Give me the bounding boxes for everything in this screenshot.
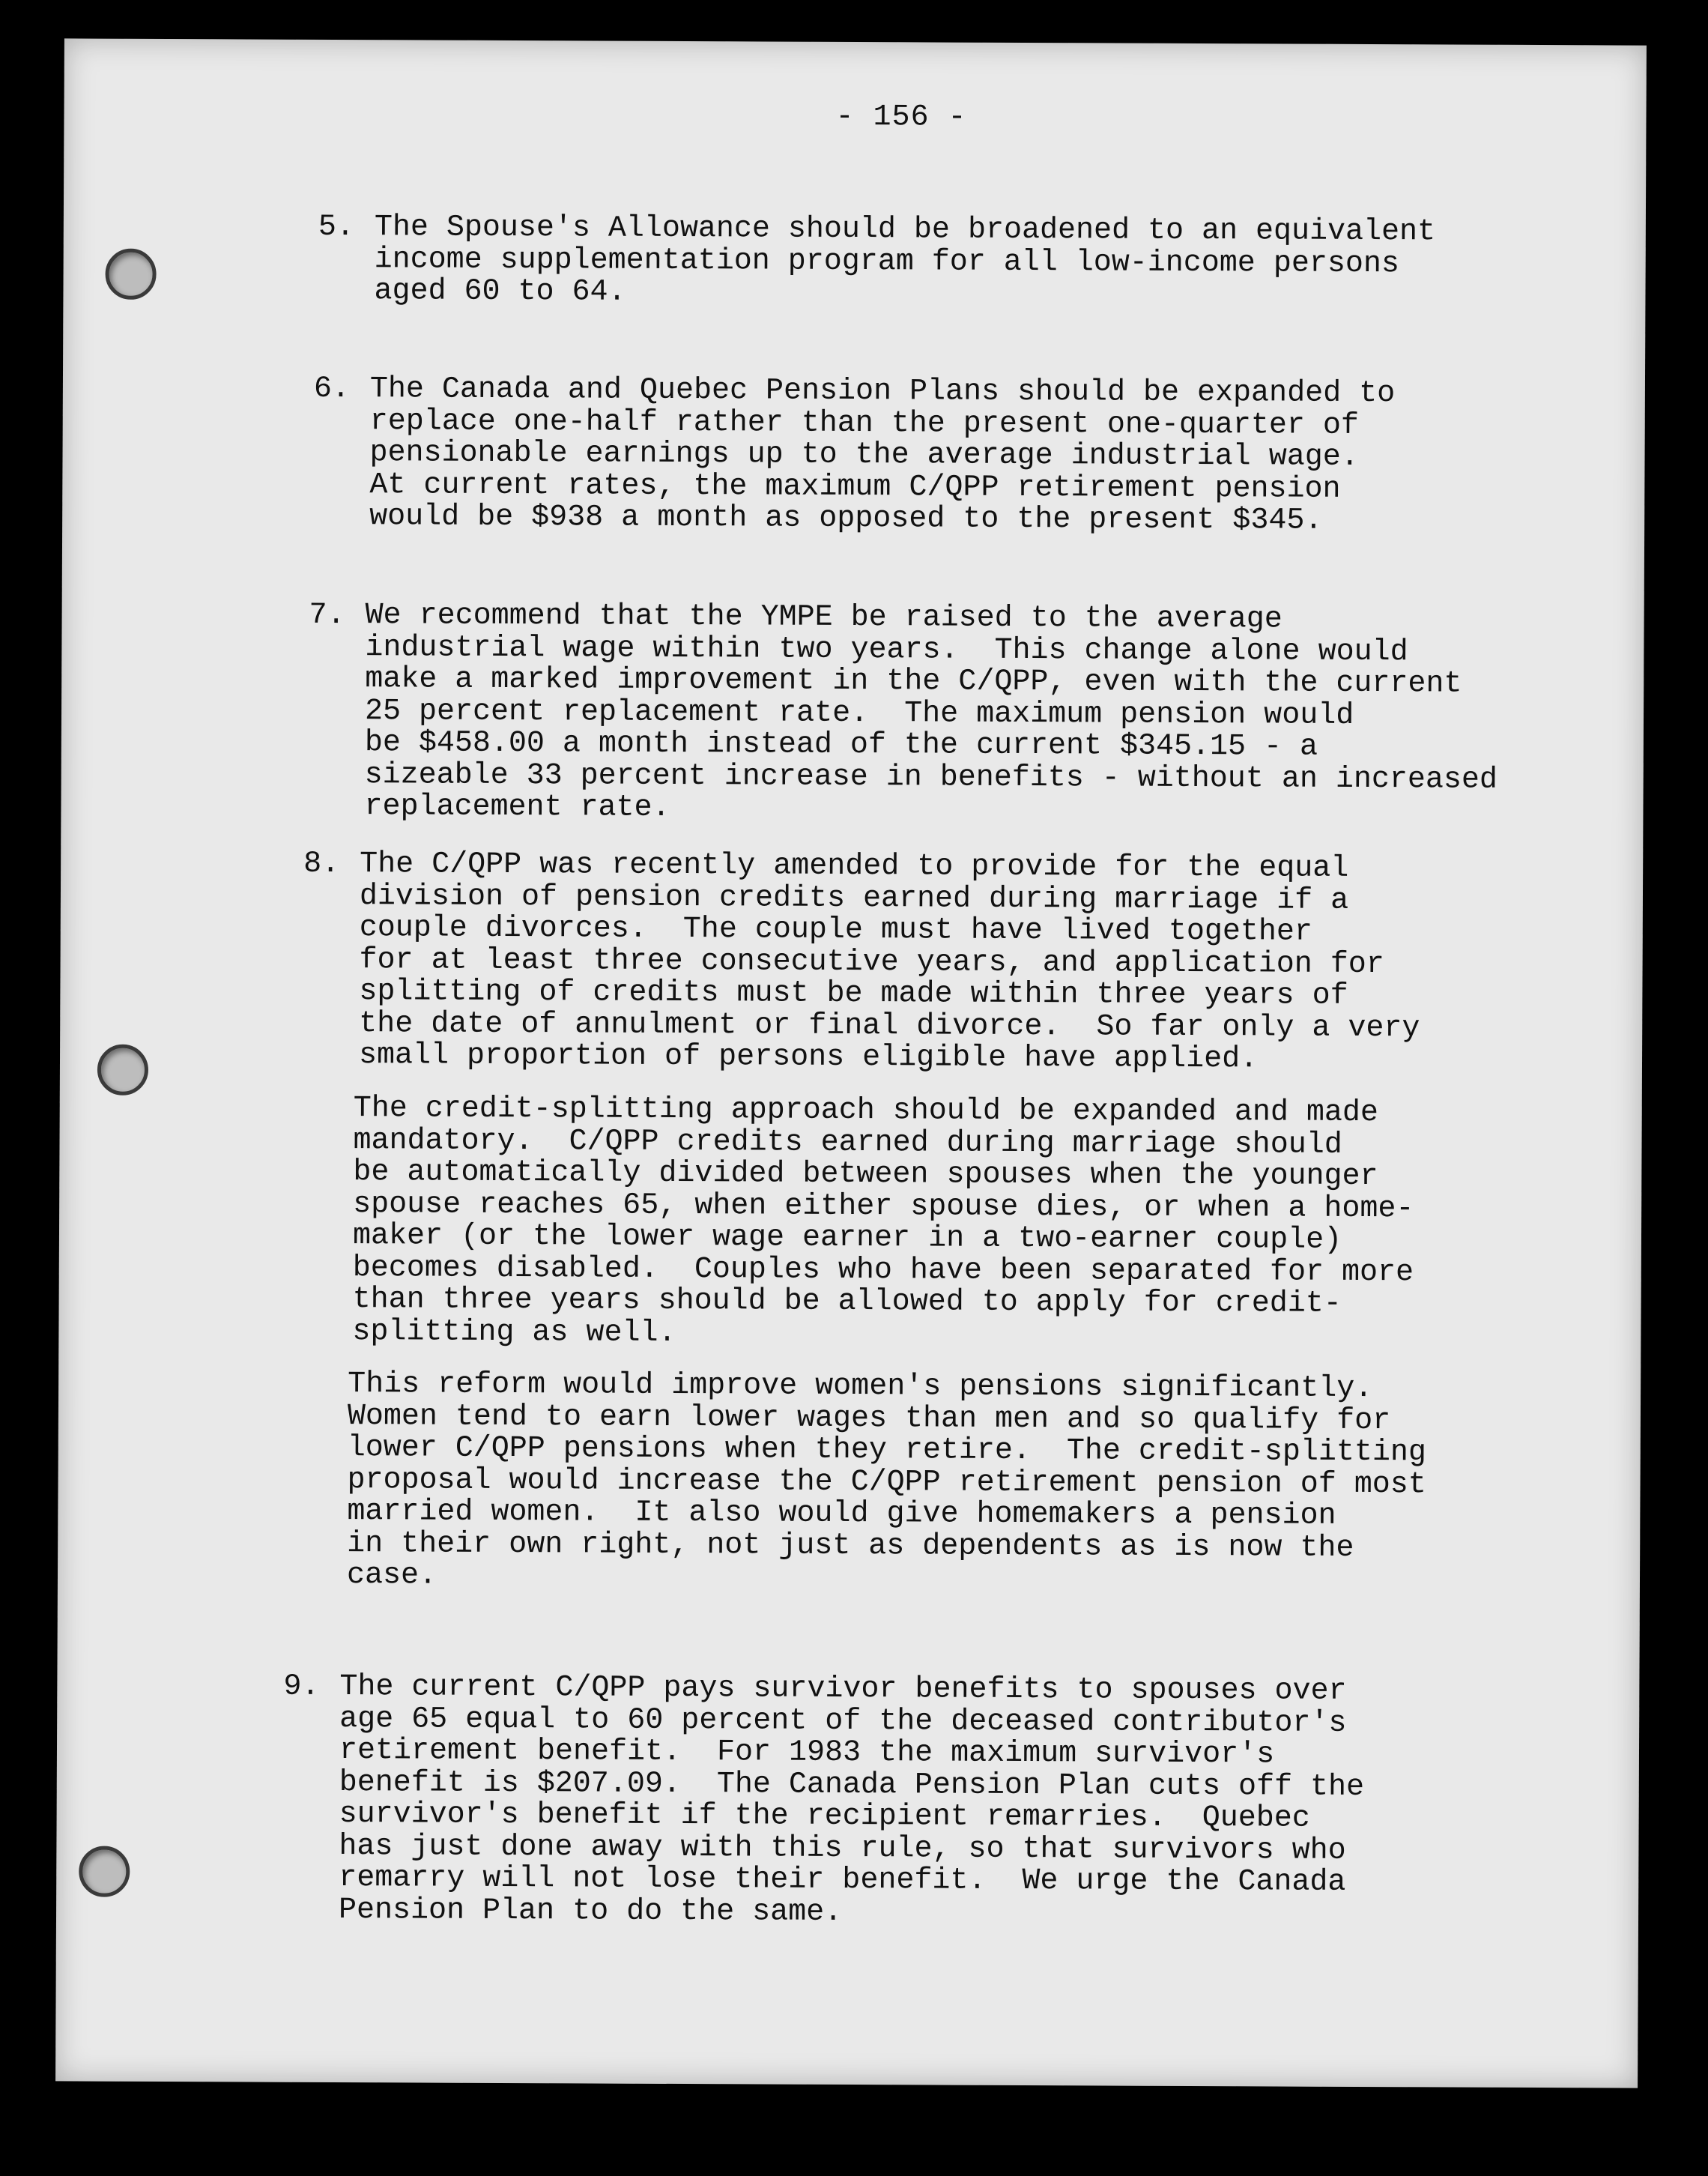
text-line: The current C/QPP pays survivor benefits to spouses over: [339, 1670, 1347, 1708]
text-line: We recommend that the YMPE be raised to the average: [365, 599, 1282, 637]
text-line: retirement benefit. For 1983 the maximum survivor's: [339, 1734, 1275, 1772]
text-line: replacement rate.: [364, 790, 670, 825]
punch-hole-bottom: [79, 1846, 130, 1897]
text-line: age 65 equal to 60 percent of the deceased contributor's: [339, 1702, 1347, 1741]
text-line: be automatically divided between spouses when the younger: [353, 1155, 1378, 1194]
item-paragraph: [364, 600, 1498, 828]
text-line: couple divorces. The couple must have lived together: [359, 911, 1313, 949]
text-line: in their own right, not just as dependents as is now the: [347, 1526, 1354, 1565]
text-line: has just done away with this rule, so that survivors who: [339, 1829, 1346, 1868]
text-line: proposal would increase the C/QPP retirement pension of most: [347, 1463, 1426, 1502]
punch-hole-middle: [97, 1045, 148, 1095]
punch-hole-top: [105, 249, 156, 300]
text-line: splitting of credits must be made within three years of: [359, 975, 1348, 1013]
item-paragraph: [339, 1672, 1365, 1931]
text-line: survivor's benefit if the recipient remarries. Quebec: [339, 1798, 1310, 1836]
text-line: be $458.00 a month instead of the current $345.15 - a: [364, 726, 1318, 764]
text-line: mandatory. C/QPP credits earned during marriage should: [353, 1123, 1342, 1162]
text-line: splitting as well.: [352, 1314, 676, 1350]
item-paragraph: [359, 849, 1421, 1077]
text-line: maker (or the lower wage earner in a two-earner couple): [352, 1219, 1342, 1257]
text-line: make a marked improvement in the C/QPP, even with the current: [365, 662, 1462, 701]
text-line: The C/QPP was recently amended to provide for the equal: [360, 847, 1349, 886]
text-line: benefit is $207.09. The Canada Pension Plan cuts off the: [339, 1765, 1365, 1804]
text-line: case.: [346, 1559, 437, 1593]
text-line: pensionable earnings up to the average industrial wage.: [369, 436, 1359, 474]
item-number: 6.: [313, 372, 351, 407]
text-line: division of pension credits earned during marriage if a: [359, 879, 1349, 918]
item-paragraph: [374, 212, 1435, 312]
text-line: remarry will not lose their benefit. We urge the Canada: [339, 1861, 1346, 1900]
text-line: 25 percent replacement rate. The maximum pension would: [364, 694, 1354, 733]
item-number: 7.: [309, 598, 345, 633]
text-line: aged 60 to 64.: [374, 274, 626, 309]
text-line: The Spouse's Allowance should be broadened to an equivalent: [374, 211, 1436, 250]
text-line: would be $938 a month as opposed to the present $345.: [369, 500, 1323, 538]
text-line: small proportion of persons eligible have applied.: [358, 1039, 1259, 1077]
text-line: The Canada and Quebec Pension Plans should be expanded to: [369, 372, 1396, 411]
document-page: [55, 38, 1647, 2088]
item-paragraph: [369, 374, 1395, 537]
item-paragraph: [352, 1093, 1414, 1353]
text-line: Pension Plan to do the same.: [338, 1893, 843, 1929]
item-number: 5.: [318, 210, 354, 245]
text-line: This reform would improve women's pensions significantly.: [348, 1367, 1373, 1406]
text-line: replace one-half rather than the present one-quarter of: [369, 404, 1360, 443]
item-paragraph: [347, 1369, 1427, 1597]
page-number: - 156 -: [835, 100, 967, 135]
text-line: The credit-splitting approach should be expanded and made: [353, 1092, 1379, 1131]
item-number: 9.: [283, 1669, 320, 1704]
text-line: Women tend to earn lower wages than men and so qualify for: [347, 1399, 1391, 1438]
text-line: lower C/QPP pensions when they retire. The credit-splitting: [347, 1431, 1427, 1470]
text-line: income supplementation program for all low-income persons: [374, 242, 1399, 281]
text-line: sizeable 33 percent increase in benefits - without an increased: [364, 758, 1498, 797]
text-line: spouse reaches 65, when either spouse dies, or when a home-: [353, 1187, 1414, 1226]
text-line: At current rates, the maximum C/QPP retirement pension: [369, 468, 1341, 507]
item-number: 8.: [303, 847, 340, 882]
text-line: becomes disabled. Couples who have been separated for more: [352, 1251, 1414, 1290]
text-line: for at least three consecutive years, and application for: [359, 943, 1384, 982]
text-line: married women. It also would give homemakers a pension: [347, 1495, 1336, 1533]
text-line: than three years should be allowed to apply for credit-: [352, 1283, 1342, 1321]
text-line: the date of annulment or final divorce. So far only a very: [359, 1006, 1420, 1045]
text-line: industrial wage within two years. This change alone would: [365, 630, 1408, 669]
